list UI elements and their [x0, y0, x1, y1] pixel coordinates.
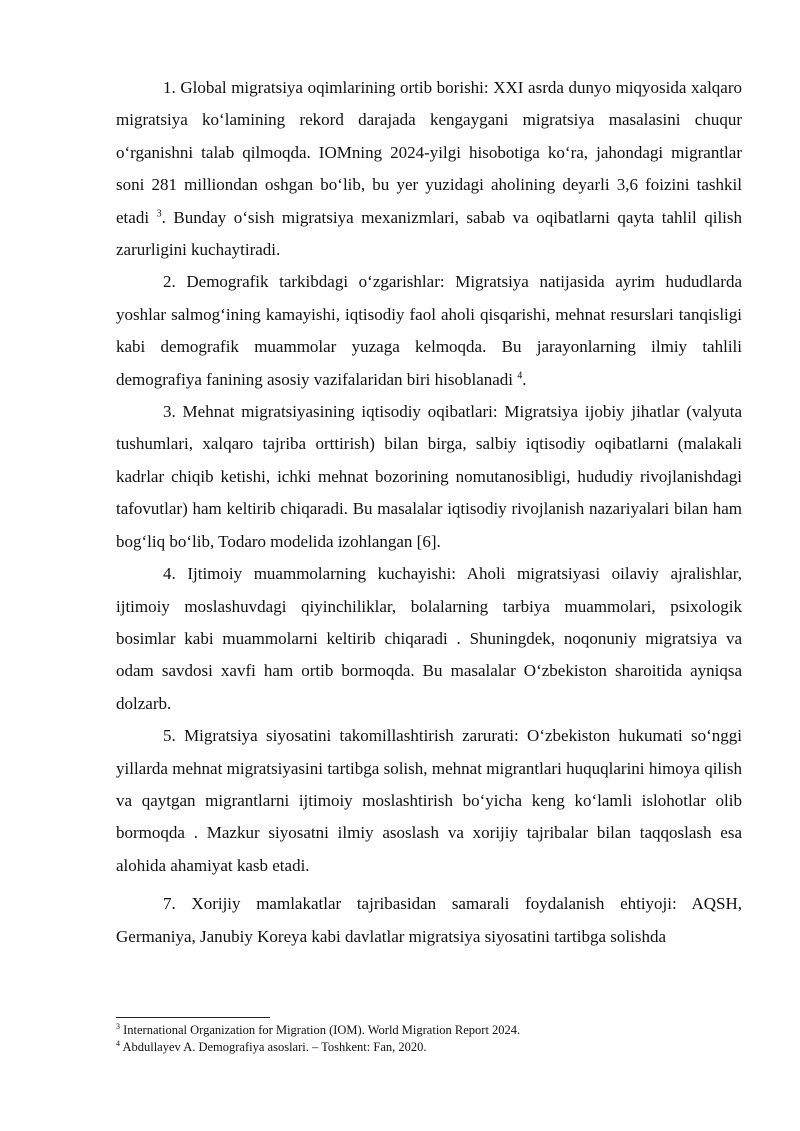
paragraph-foreign-experience: 7. Xorijiy mamlakatlar tajribasidan samarali foydalanish ehtiyoji: AQSH, Germaniya, Janubiy Koreya kabi davlatlar migratsiya siyosatini tartibga solishda	[116, 894, 742, 946]
paragraph-global-migration: 1. Global migratsiya oqimlarining ortib borishi: XXI asrda dunyo miqyosida xalqaro migratsiya koʻlamining rekord darajada kengaygani migratsiya masalasini chuqur oʻrganishni talab qilmoqda. IOMning 2024-yilgi hisobotiga koʻra, jahondagi migrantlar soni 281 milliondan oshgan boʻlib, bu yer yuzidagi aholining deyarli 3,6 foizini tashkil etadi $^3$. Bunday oʻsish migratsiya mexanizmlari, sabab va oqibatlarni qayta tahlil qilish zarurligini kuchaytiradi.	[116, 78, 743, 260]
body-text	[116, 72, 742, 953]
footnote-ref-3[interactable]: 3	[156, 207, 162, 219]
paragraph-migration-policy: 5. Migratsiya siyosatini takomillashtirish zarurati: Oʻzbekiston hukumati soʻnggi yillarda mehnat migratsiyasini tartibga solish, mehnat migrantlari huquqlarini himoya qilish va qaytgan migrantlarni ijtimoiy moslashtirish boʻyicha keng koʻlamli islohotlar olib bormoqda . Mazkur siyosatni ilmiy asoslash va xorijiy tajribalar bilan taqqoslash esa alohida ahamiyat kasb etadi.	[116, 726, 742, 875]
footnote-divider	[116, 1017, 270, 1018]
paragraph-demographic-changes: 2. Demografik tarkibdagi oʻzgarishlar: Migratsiya natijasida ayrim hududlarda yoshlar salmogʻining kamayishi, iqtisodiy faol aholi qisqarishi, mehnat resurslari tanqisligi kabi demografik muammolar yuzaga kelmoqda. Bu jarayonlarning ilmiy tahlili demografiya fanining asosiy vazifalaridan biri hisoblanadi $^4$.	[116, 272, 742, 389]
footnote-ref-4[interactable]: 4	[517, 370, 523, 381]
footnotes	[116, 1022, 742, 1056]
footnote-4: $^4$ Abdullayev A. Demografiya asoslari. – Toshkent: Fan, 2020.	[116, 1038, 427, 1054]
paragraph-labor-migration: 3. Mehnat migratsiyasining iqtisodiy oqibatlari: Migratsiya ijobiy jihatlar (valyuta tushumlari, xalqaro tajriba orttirish) bilan birga, salbiy iqtisodiy oqibatlarni (malakali kadrlar chiqib ketishi, ichki mehnat bozorining nomutanosibligi, hududiy rivojlanishdagi tafovutlar) ham keltirib chiqaradi. Bu masalalar iqtisodiy rivojlanish nazariyalari bilan ham bogʻliq boʻlib, Todaro modelida izohlangan [6].	[116, 402, 742, 551]
footnote-3: $^3$ International Organization for Migration (IOM). World Migration Report 2024.	[116, 1021, 521, 1037]
paragraph-social-problems: 4. Ijtimoiy muammolarning kuchayishi: Aholi migratsiyasi oilaviy ajralishlar, ijtimoiy moslashuvdagi qiyinchiliklar, bolalarning tarbiya muammolari, psixologik bosimlar kabi muammolarni keltirib chiqaradi . Shuningdek, noqonuniy migratsiya va odam savdosi xavfi ham ortib bormoqda. Bu masalalar Oʻzbekiston sharoitida ayniqsa dolzarb.	[116, 564, 742, 713]
